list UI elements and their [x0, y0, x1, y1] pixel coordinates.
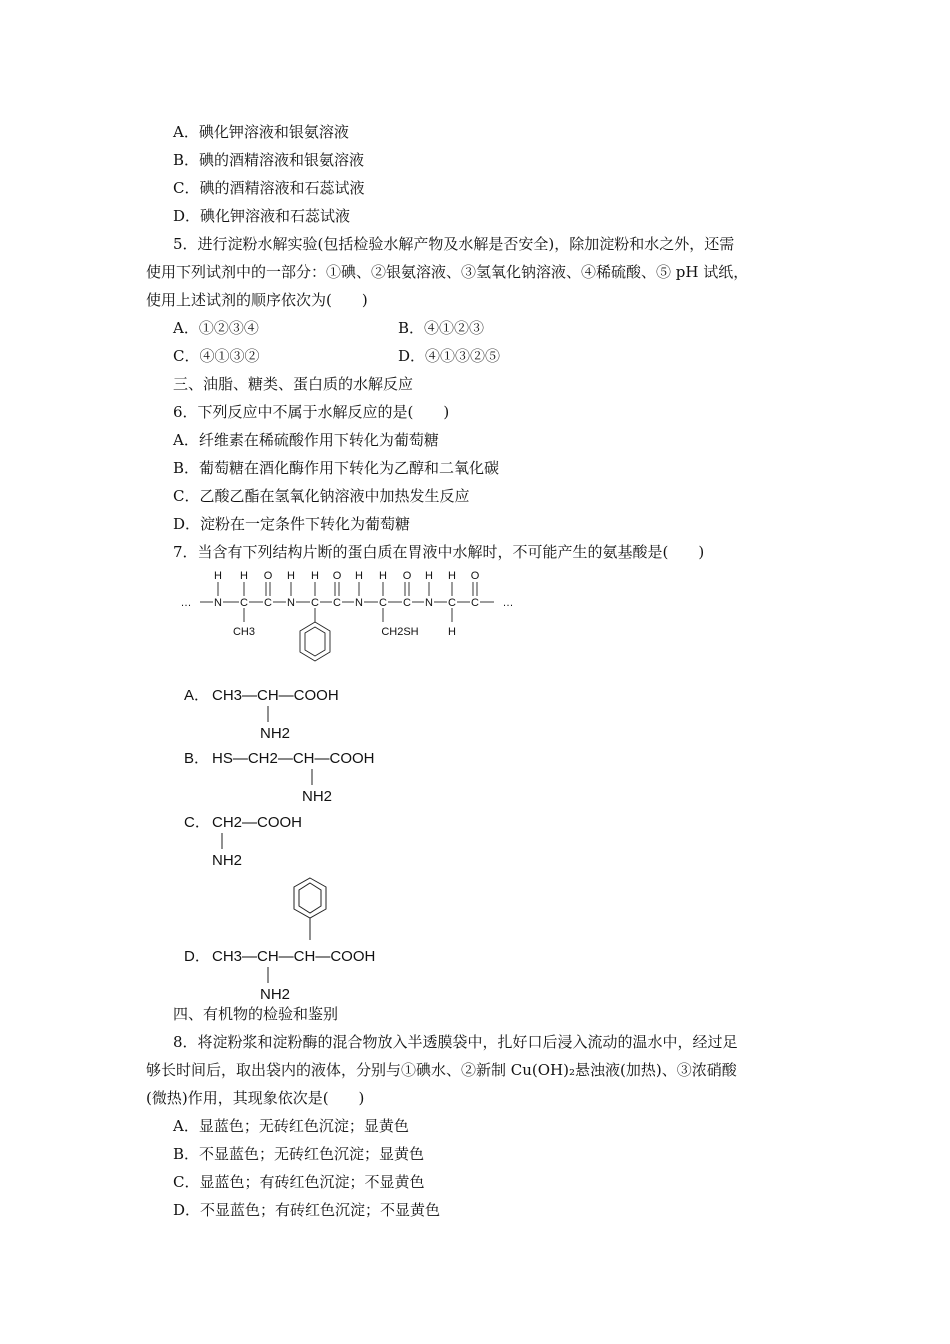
chain-top-atom: H — [355, 570, 363, 582]
chain-top-atom: H — [448, 570, 456, 582]
chain-atom: C — [403, 597, 411, 609]
q7-stem: 7．当含有下列结构片断的蛋白质在胃液中水解时，不可能产生的氨基酸是( ) — [173, 543, 705, 561]
chain-top-atom: O — [332, 570, 342, 582]
q8-option-c: C．显蓝色；有砖红色沉淀；不显黄色 — [173, 1173, 425, 1191]
q4-option-d: D．碘化钾溶液和石蕊试液 — [173, 207, 351, 225]
chain-atom: C — [471, 597, 479, 609]
chain-top-atom: H — [311, 570, 319, 582]
q5-option-d: D．④①③②⑤ — [398, 347, 501, 365]
q6-stem: 6．下列反应中不属于水解反应的是( ) — [173, 403, 450, 421]
chain-top-atom: H — [379, 570, 387, 582]
chain-atom: N — [425, 597, 433, 609]
amino-group: NH2 — [260, 986, 291, 1003]
amino-group: NH2 — [212, 852, 243, 869]
q7-option-b — [180, 745, 420, 805]
q8-stem-line3: (微热)作用，其现象依次是( ) — [146, 1089, 365, 1107]
chain-top-atom: H — [425, 570, 433, 582]
q5-option-a: A．①②③④ — [173, 319, 259, 337]
q6-option-c: C．乙酸乙酯在氢氧化钠溶液中加热发生反应 — [173, 487, 470, 505]
side-chain-methyl: CH3 — [232, 626, 256, 638]
q7-option-d — [180, 868, 420, 1008]
benzene-ring-icon — [300, 622, 330, 661]
peptide-chain-structure — [170, 562, 530, 692]
side-chain-hydrogen: H — [448, 626, 456, 638]
q8-stem-line2: 够长时间后，取出袋内的液体，分别与①碘水、②新制 Cu(OH)₂悬浊液(加热)、③浓硝酸 — [146, 1061, 737, 1079]
chain-end: … — [180, 597, 192, 609]
q7-option-c — [180, 809, 400, 869]
chain-atom: N — [355, 597, 363, 609]
option-formula: CH3—CH—COOH — [212, 687, 339, 704]
chain-top-atom: H — [287, 570, 295, 582]
benzene-ring-icon — [294, 878, 326, 940]
q4-option-a: A．碘化钾溶液和银氨溶液 — [173, 123, 349, 141]
q5-option-c: C．④①③② — [173, 347, 260, 365]
q6-option-d: D．淀粉在一定条件下转化为葡萄糖 — [173, 515, 411, 533]
chain-atom: C — [264, 597, 272, 609]
chain-atom: C — [448, 597, 456, 609]
chain-atom: N — [214, 597, 222, 609]
option-formula: CH3—CH—CH—COOH — [212, 948, 376, 965]
option-label: B． — [184, 750, 210, 767]
chain-atom: N — [287, 597, 295, 609]
option-label: C． — [184, 814, 210, 831]
chain-top-atom: O — [470, 570, 480, 582]
q8-stem-line1: 8．将淀粉浆和淀粉酶的混合物放入半透膜袋中，扎好口后浸入流动的温水中，经过足 — [173, 1033, 738, 1051]
chain-top-atom: O — [402, 570, 412, 582]
chain-top-atom: H — [214, 570, 222, 582]
q6-option-a: A．纤维素在稀硫酸作用下转化为葡萄糖 — [173, 431, 439, 449]
chain-top-atom: O — [263, 570, 273, 582]
q7-option-a — [180, 682, 400, 742]
chain-atom: C — [333, 597, 341, 609]
chain-atom: C — [240, 597, 248, 609]
q5-stem-line1: 5．进行淀粉水解实验(包括检验水解产物及水解是否安全)，除加淀粉和水之外，还需 — [173, 235, 735, 253]
q5-stem-line3: 使用上述试剂的顺序依次为( ) — [146, 291, 368, 309]
chain-atom: C — [379, 597, 387, 609]
chain-atom: C — [311, 597, 319, 609]
option-label: D． — [184, 948, 210, 965]
q5-option-b: B．④①②③ — [398, 319, 485, 337]
q4-option-c: C．碘的酒精溶液和石蕊试液 — [173, 179, 365, 197]
q4-option-b: B．碘的酒精溶液和银氨溶液 — [173, 151, 365, 169]
chain-top-atom: H — [240, 570, 248, 582]
q5-stem-line2: 使用下列试剂中的一部分：①碘、②银氨溶液、③氢氧化钠溶液、④稀硫酸、⑤ pH 试纸， — [146, 263, 749, 281]
amino-group: NH2 — [302, 788, 333, 805]
q8-option-a: A．显蓝色；无砖红色沉淀；显黄色 — [173, 1117, 409, 1135]
side-chain-thiol: CH2SH — [381, 626, 419, 638]
amino-group: NH2 — [260, 725, 291, 742]
option-label: A． — [184, 687, 210, 704]
chain-end: … — [502, 597, 514, 609]
q8-option-d: D．不显蓝色；有砖红色沉淀；不显黄色 — [173, 1201, 441, 1219]
q6-option-b: B．葡萄糖在酒化酶作用下转化为乙醇和二氧化碳 — [173, 459, 500, 477]
option-formula: HS—CH2—CH—COOH — [212, 750, 375, 767]
option-formula: CH2—COOH — [212, 814, 303, 831]
section-heading-3: 三、油脂、糖类、蛋白质的水解反应 — [173, 375, 414, 393]
section-heading-4: 四、有机物的检验和鉴别 — [173, 1005, 339, 1023]
q8-option-b: B．不显蓝色；无砖红色沉淀；显黄色 — [173, 1145, 425, 1163]
